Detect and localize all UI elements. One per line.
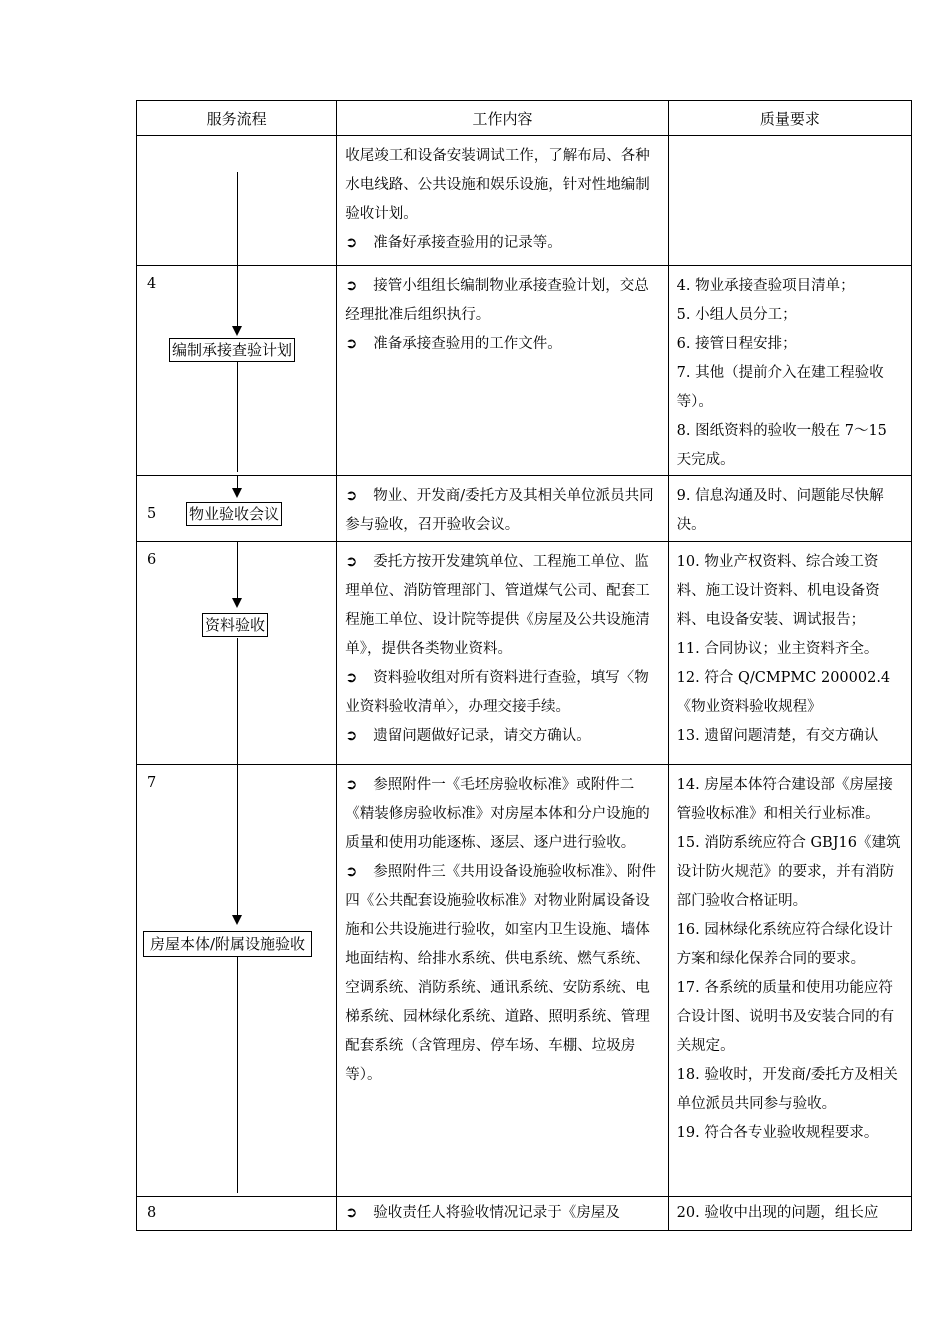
flow-cell-row7 bbox=[137, 765, 337, 1197]
quality-cell-row5 bbox=[668, 476, 911, 542]
row0-bullet: ➲ 准备好承接查验用的记录等。 bbox=[345, 229, 659, 258]
requirement-item: 11. 合同协议；业主资料齐全。 bbox=[676, 641, 879, 657]
quality-cell-row4 bbox=[668, 266, 911, 476]
step-box-plan: 编制承接查验计划 bbox=[169, 338, 295, 362]
content-cell-row7: ➲ 参照附件一《毛坯房验收标准》或附件二《精装修房验收标准》对房屋本体和分户设施的质量和使用功能逐栋、逐层、逐户进行验收。 ➲ 参照附件三《共用设备设施验收标准》、附件四《公共配套设施验收标准》对物业附属设备设施和公共设施进行验收，如室内卫生设施、墙体地面结构、给排水系统、供电系统、燃气系统、空调系统、消防系统、通讯系统、安防系统、电梯系统、园林绿化系统、道路、照明系统、管理配套系统（含管理房、停车场、车棚、垃圾房等）。 bbox=[337, 765, 668, 1197]
requirement-item: 7. 其他（提前介入在建工程验收等）。 bbox=[676, 365, 884, 410]
bullet-icon: ➲ bbox=[345, 670, 358, 686]
requirement-item: 12. 符合 Q/CMPMC 200002.4《物业资料验收规程》 bbox=[676, 670, 891, 715]
requirement-item: 20. 验收中出现的问题，组长应 bbox=[676, 1205, 879, 1221]
requirement-item: 17. 各系统的质量和使用功能应符合设计图、说明书及安装合同的有关规定。 bbox=[676, 980, 895, 1054]
arrow-down-icon bbox=[232, 488, 242, 498]
content-cell-row6: ➲ 委托方按开发建筑单位、工程施工单位、监理单位、消防管理部门、管道煤气公司、配套工程施工单位、设计院等提供《房屋及公共设施清单》，提供各类物业资料。 ➲ 资料验收组对所有资料进行查验，填写〈物业资料验收清单〉，办理交接手续。 ➲ 遗留问题做好记录，请交方确认。 bbox=[337, 542, 668, 765]
bullet-icon: ➲ bbox=[345, 1205, 358, 1221]
bullet-icon: ➲ bbox=[345, 235, 358, 251]
requirement-item: 19. 符合各专业验收规程要求。 bbox=[676, 1125, 879, 1141]
acceptance-process-table bbox=[136, 100, 912, 1231]
step-number: 7 bbox=[147, 775, 157, 791]
flow-cell-row8 bbox=[137, 1197, 337, 1231]
step-number: 5 bbox=[147, 506, 157, 522]
requirement-item: 13. 遗留问题清楚，有交方确认 bbox=[676, 728, 879, 744]
requirement-item: 5. 小组人员分工； bbox=[676, 307, 797, 323]
content-cell-row8: ➲ 验收责任人将验收情况记录于《房屋及 bbox=[337, 1197, 668, 1231]
flow-cell-row0 bbox=[137, 136, 337, 266]
step-number: 6 bbox=[147, 552, 157, 568]
bullet-icon: ➲ bbox=[345, 554, 358, 570]
requirement-item: 9. 信息沟通及时、问题能尽快解决。 bbox=[676, 488, 884, 533]
step-box-meeting: 物业验收会议 bbox=[186, 502, 282, 526]
step-number: 8 bbox=[147, 1205, 157, 1221]
requirement-item: 4. 物业承接查验项目清单； bbox=[676, 278, 855, 294]
content-cell-row4: ➲ 接管小组组长编制物业承接查验计划，交总经理批准后组织执行。 ➲ 准备承接查验用的工作文件。 bbox=[337, 266, 668, 476]
row0-content-text: 收尾竣工和设备安装调试工作，了解布局、各种水电线路、公共设施和娱乐设施，针对性地编制验收计划。 bbox=[345, 148, 650, 222]
requirement-item: 10. 物业产权资料、综合竣工资料、施工设计资料、机电设备资料、电设备安装、调试报告； bbox=[676, 554, 880, 628]
step-box-building: 房屋本体/附属设施验收 bbox=[143, 931, 312, 957]
quality-cell-row7 bbox=[668, 765, 911, 1197]
flow-cell-row6 bbox=[137, 542, 337, 765]
requirement-item: 16. 园林绿化系统应符合绿化设计方案和绿化保养合同的要求。 bbox=[676, 922, 893, 967]
header-quality: 质量要求 bbox=[668, 101, 911, 136]
requirement-item: 15. 消防系统应符合 GBJ16《建筑设计防火规范》的要求，并有消防部门验收合格证明。 bbox=[676, 835, 901, 909]
flow-cell-row5 bbox=[137, 476, 337, 542]
header-flow: 服务流程 bbox=[137, 101, 337, 136]
bullet-icon: ➲ bbox=[345, 488, 358, 504]
step-box-documents: 资料验收 bbox=[202, 613, 268, 637]
content-cell-row5: ➲ 物业、开发商/委托方及其相关单位派员共同参与验收，召开验收会议。 bbox=[337, 476, 668, 542]
quality-cell-row8 bbox=[668, 1197, 911, 1231]
requirement-item: 18. 验收时，开发商/委托方及相关单位派员共同参与验收。 bbox=[676, 1067, 898, 1112]
requirement-item: 8. 图纸资料的验收一般在 7～15 天完成。 bbox=[676, 423, 887, 468]
bullet-icon: ➲ bbox=[345, 336, 358, 352]
requirement-item: 14. 房屋本体符合建设部《房屋接管验收标准》和相关行业标准。 bbox=[676, 777, 893, 822]
quality-cell-row6 bbox=[668, 542, 911, 765]
bullet-icon: ➲ bbox=[345, 864, 358, 880]
requirement-item: 6. 接管日程安排； bbox=[676, 336, 797, 352]
quality-cell-row0 bbox=[668, 136, 911, 266]
content-cell-row0 bbox=[337, 136, 668, 266]
bullet-icon: ➲ bbox=[345, 777, 358, 793]
step-number: 4 bbox=[147, 276, 157, 292]
arrow-down-icon bbox=[232, 598, 242, 608]
bullet-icon: ➲ bbox=[345, 278, 358, 294]
arrow-down-icon bbox=[232, 915, 242, 925]
bullet-icon: ➲ bbox=[345, 728, 358, 744]
header-content: 工作内容 bbox=[337, 101, 668, 136]
flow-cell-row4 bbox=[137, 266, 337, 476]
arrow-down-icon bbox=[232, 326, 242, 336]
